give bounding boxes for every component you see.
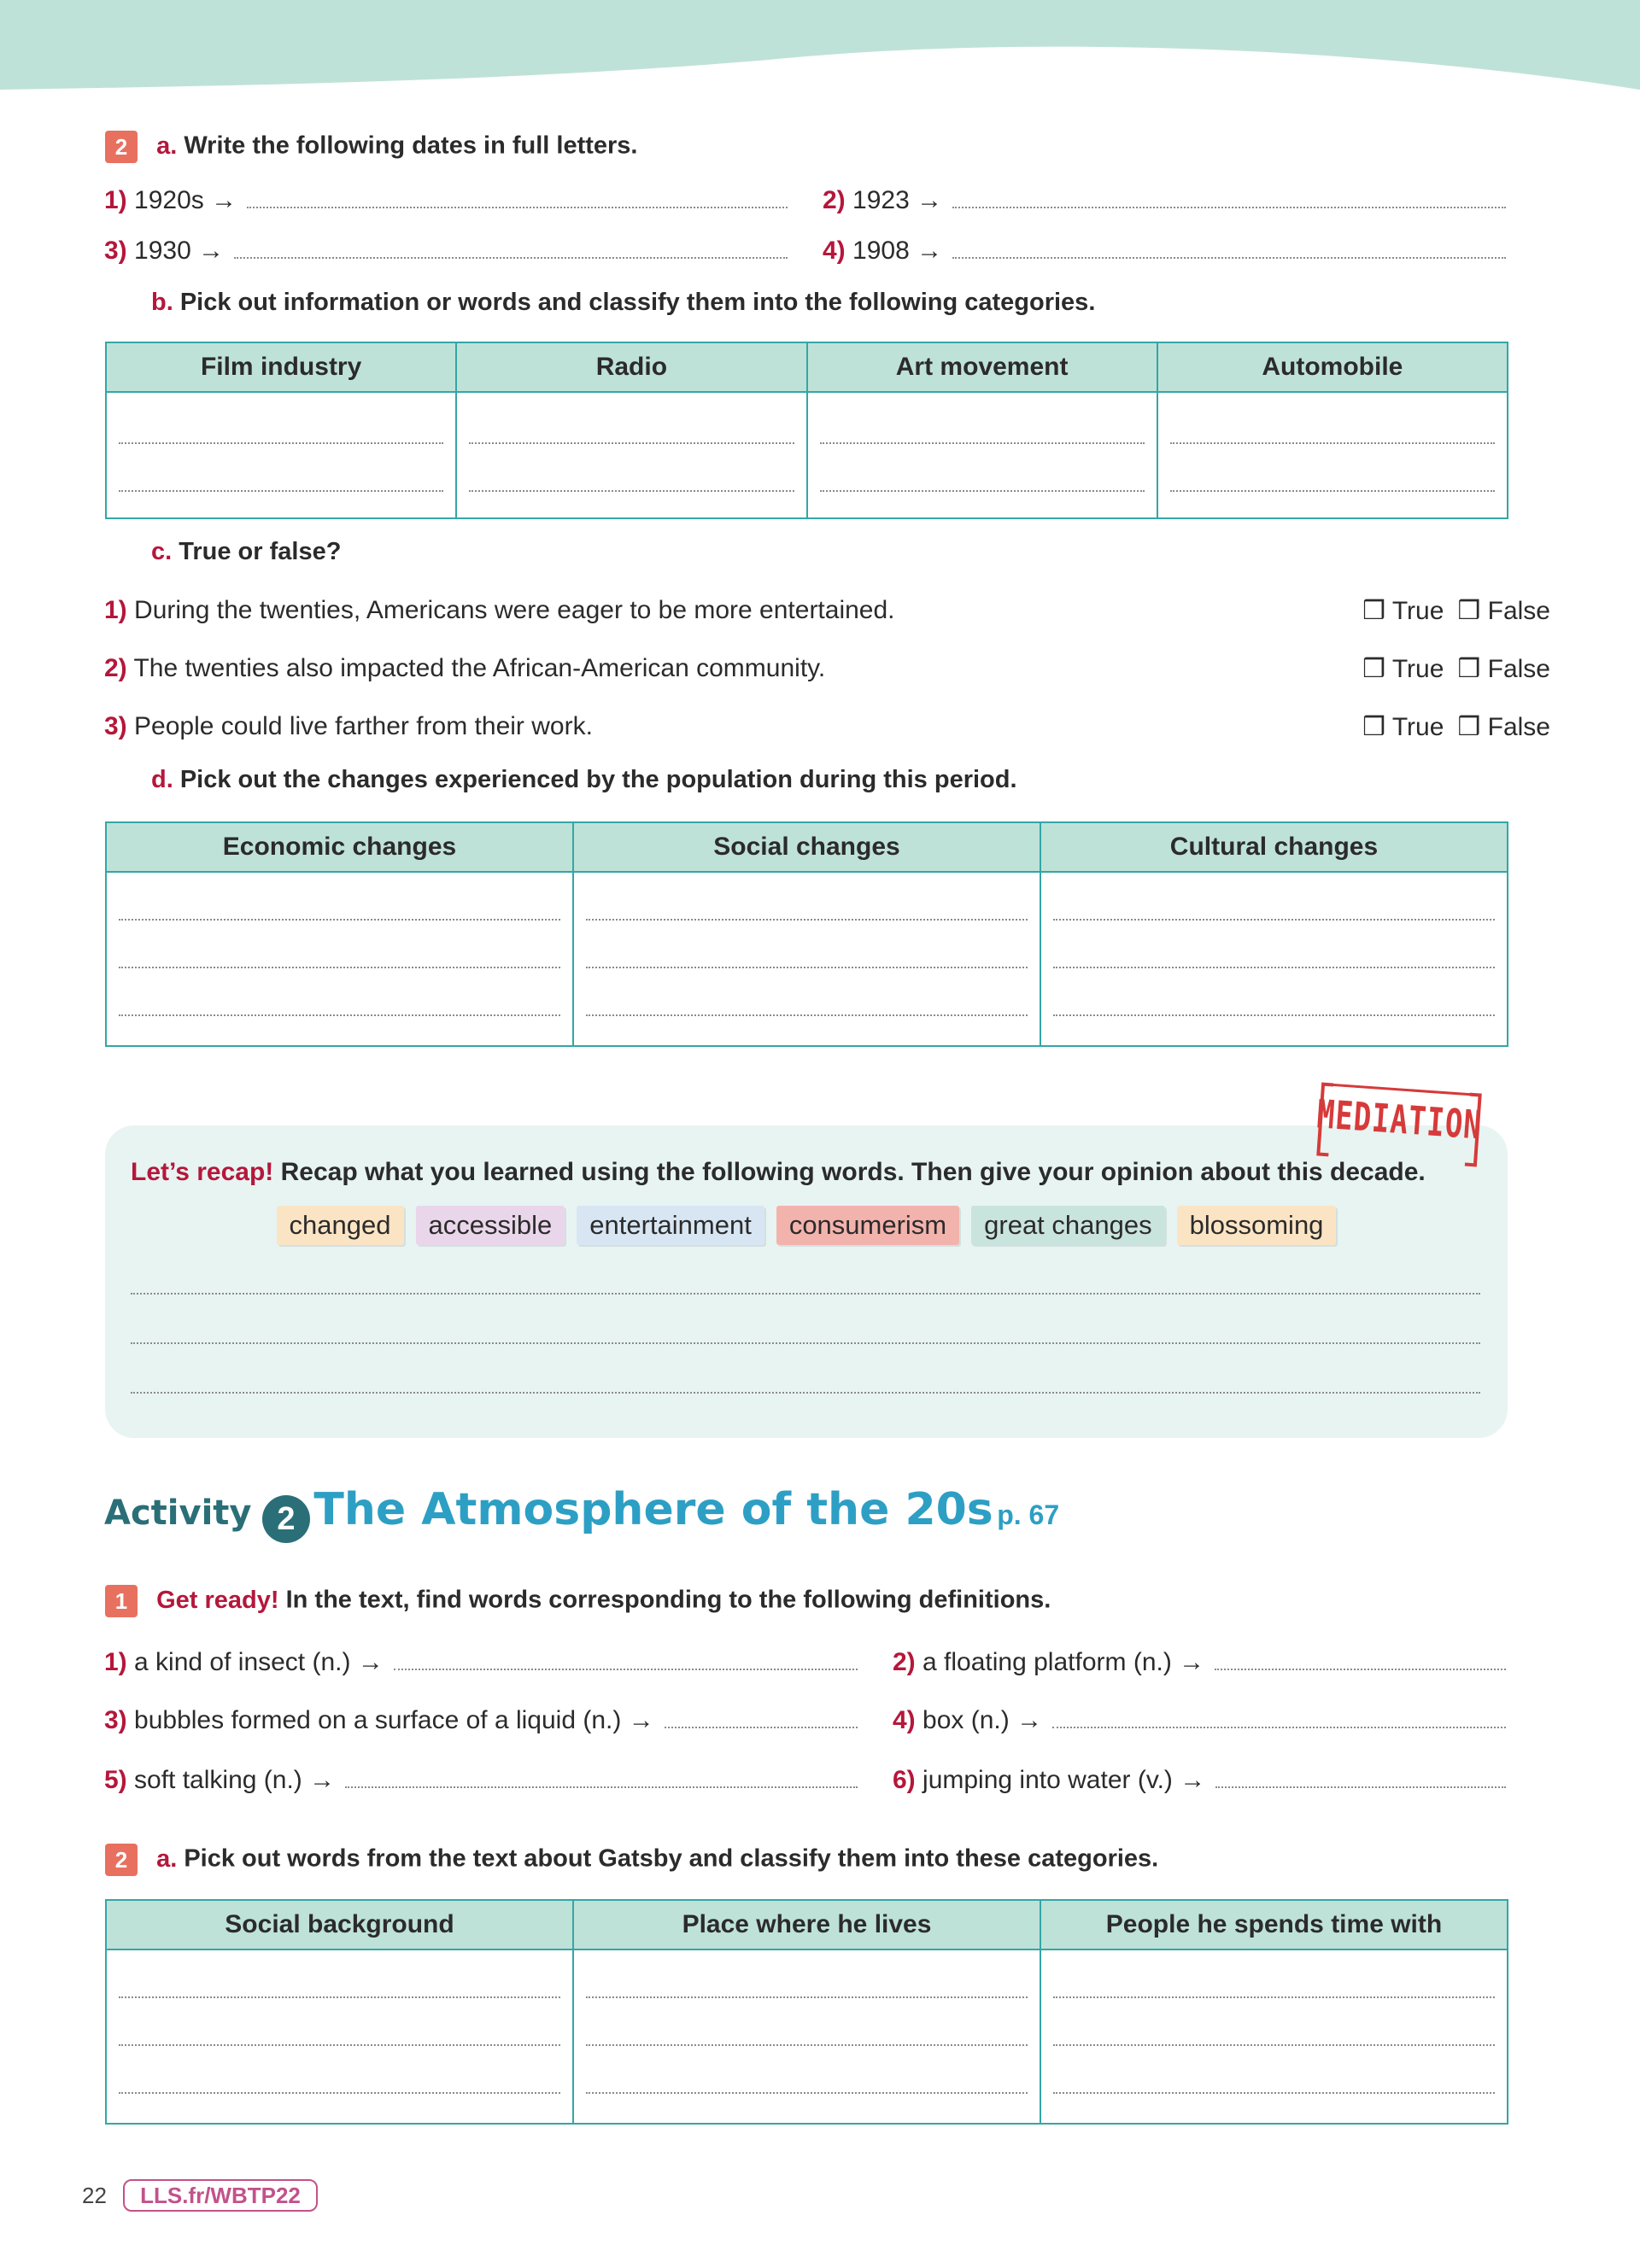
task-2d-instruction: d. Pick out the changes experienced by the population during this period.	[151, 766, 1017, 793]
column-header: Cultural changes	[1040, 822, 1508, 872]
task-number-badge: 2	[105, 1844, 138, 1876]
column-header: Economic changes	[106, 822, 573, 872]
answer-line[interactable]	[131, 1342, 1480, 1344]
definition-item: 4) box (n.) →	[893, 1706, 1506, 1735]
task-1-instruction: 1 Get ready! In the text, find words corresponding to the following definitions.	[105, 1585, 1051, 1617]
recap-instruction: Let’s recap! Recap what you learned using the following words. Then give your opinion about this decade.	[131, 1158, 1426, 1186]
task-2-instruction: 2 a. Pick out words from the text about Gatsby and classify them into these categories.	[105, 1844, 1158, 1876]
task-2a-instruction: 2 a. Write the following dates in full letters.	[105, 131, 638, 163]
activity-number-badge: 2	[262, 1495, 310, 1543]
definition-item: 6) jumping into water (v.) →	[893, 1766, 1506, 1795]
recap-box	[105, 1125, 1508, 1438]
definition-item: 5) soft talking (n.) →	[104, 1766, 858, 1795]
date-item: 4) 1908 →	[823, 237, 1506, 266]
changes-table	[105, 821, 1508, 1047]
column-header: Automobile	[1157, 342, 1508, 392]
definition-item: 3) bubbles formed on a surface of a liquid (n.) →	[104, 1706, 858, 1735]
answer-line[interactable]	[131, 1392, 1480, 1394]
word-chip: blossoming	[1177, 1206, 1337, 1245]
answer-line[interactable]	[394, 1668, 858, 1670]
page-number: 22	[82, 2183, 107, 2208]
answer-line[interactable]	[345, 1786, 858, 1788]
date-item: 3) 1930 →	[104, 237, 788, 266]
answer-cell[interactable]	[573, 1949, 1040, 2124]
answer-cell[interactable]	[807, 392, 1157, 518]
answer-cell[interactable]	[573, 872, 1040, 1046]
column-header: People he spends time with	[1040, 1900, 1508, 1949]
answer-cell[interactable]	[106, 1949, 573, 2124]
gatsby-table	[105, 1899, 1508, 2125]
word-bank	[105, 1206, 1508, 1245]
footer-link[interactable]: LLS.fr/WBTP22	[123, 2179, 318, 2212]
column-header: Place where he lives	[573, 1900, 1040, 1949]
answer-cell[interactable]	[1040, 1949, 1508, 2124]
false-checkbox[interactable]: ❒ False	[1457, 713, 1550, 741]
false-checkbox[interactable]: ❒ False	[1457, 597, 1550, 625]
column-header: Social background	[106, 1900, 573, 1949]
answer-cell[interactable]	[1040, 872, 1508, 1046]
true-false-statement: 2) The twenties also impacted the African-American community. ❒ True ❒ False	[104, 654, 1550, 683]
page-reference: p. 67	[997, 1499, 1060, 1530]
answer-line[interactable]	[234, 256, 788, 259]
task-2b-instruction: b. Pick out information or words and classify them into the following categories.	[151, 289, 1096, 316]
task-number-badge: 1	[105, 1585, 138, 1617]
true-false-statement: 3) People could live farther from their work. ❒ True ❒ False	[104, 712, 1550, 741]
task-2c-instruction: c. True or false?	[151, 538, 342, 565]
answer-line[interactable]	[1215, 1786, 1506, 1788]
word-chip: consumerism	[776, 1206, 959, 1245]
true-checkbox[interactable]: ❒ True	[1362, 713, 1444, 741]
answer-cell[interactable]	[106, 872, 573, 1046]
date-item: 2) 1923 →	[823, 186, 1506, 215]
header-wave-decoration	[0, 0, 1640, 94]
activity-heading	[104, 1484, 1059, 1543]
answer-cell[interactable]	[106, 392, 456, 518]
definition-item: 1) a kind of insect (n.) →	[104, 1648, 858, 1677]
column-header: Film industry	[106, 342, 456, 392]
word-chip: accessible	[416, 1206, 565, 1245]
answer-line[interactable]	[665, 1726, 858, 1728]
task-number-badge: 2	[105, 131, 138, 163]
false-checkbox[interactable]: ❒ False	[1457, 655, 1550, 683]
answer-line[interactable]	[952, 206, 1506, 208]
date-item: 1) 1920s →	[104, 186, 788, 215]
activity-title: The Atmosphere of the 20s	[313, 1484, 993, 1535]
column-header: Art movement	[807, 342, 1157, 392]
true-checkbox[interactable]: ❒ True	[1362, 597, 1444, 625]
mediation-stamp	[1313, 1080, 1485, 1168]
column-header: Social changes	[573, 822, 1040, 872]
categories-table	[105, 342, 1508, 519]
answer-line[interactable]	[1215, 1668, 1506, 1670]
answer-line[interactable]	[1052, 1726, 1506, 1728]
word-chip: changed	[277, 1206, 404, 1245]
answer-line[interactable]	[952, 256, 1506, 259]
activity-label: Activity	[104, 1493, 252, 1533]
answer-line[interactable]	[247, 206, 788, 208]
answer-cell[interactable]	[456, 392, 806, 518]
true-checkbox[interactable]: ❒ True	[1362, 655, 1444, 683]
mediation-label: MEDIATION	[1315, 1091, 1484, 1149]
definition-item: 2) a floating platform (n.) →	[893, 1648, 1506, 1677]
answer-line[interactable]	[131, 1293, 1480, 1295]
word-chip: great changes	[971, 1206, 1164, 1245]
true-false-statement: 1) During the twenties, Americans were eager to be more entertained. ❒ True ❒ False	[104, 596, 1550, 625]
answer-cell[interactable]	[1157, 392, 1508, 518]
word-chip: entertainment	[577, 1206, 764, 1245]
column-header: Radio	[456, 342, 806, 392]
